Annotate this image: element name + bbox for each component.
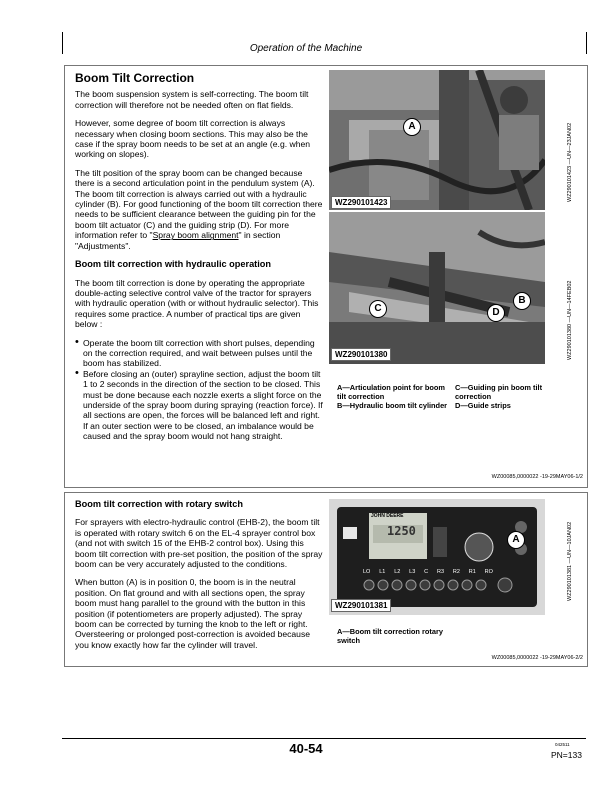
page-header: Operation of the Machine	[249, 43, 363, 54]
section1-title: Boom Tilt Correction	[75, 71, 195, 85]
legend-a: A—Articulation point for boom tilt correction	[337, 383, 445, 401]
legend-c: C—Guiding pin boom tilt correction	[455, 383, 543, 401]
section1-doc-ref: WZ00085,0000022 -19-29MAY06-1/2	[491, 474, 583, 480]
photo-guide-pin-strip	[329, 212, 545, 364]
photo1-caption: WZ290101423	[331, 196, 391, 209]
section2-paragraph-2: When button (A) is in position 0, the boom is in the neutral position. On flat ground and with all sections open, the spray boom must hang parallel to the ground with the button in this position (if potentiometers are properly adjusted). The spray boom can be corrected by turning the knob to the left or right. Oversteering or prolonged post-correction is avoided because you know exactly how far the cylinder will travel.	[75, 577, 311, 650]
callout-d: D	[487, 304, 505, 322]
section2-title: Boom tilt correction with rotary switch	[75, 499, 243, 509]
section1-paragraph-2: However, some degree of boom tilt correction is always necessary when closing boom sections. This may also be the case if the spray boom needs to be set at an angle (e.g. when working on slopes).	[75, 118, 311, 160]
section-rotary-switch	[64, 492, 588, 667]
photo1-reference: WZ290101423 —UN—23JAN02	[567, 122, 573, 202]
photo-control-panel	[329, 499, 545, 615]
photo2-caption: WZ290101380	[331, 348, 391, 361]
footer-small-code: 042511	[555, 742, 570, 747]
callout-a-photo1: A	[403, 118, 421, 136]
tips-list	[75, 338, 323, 442]
section1-paragraph-4: The boom tilt correction is done by operating the appropriate double-acting selective control valve of the tractor for sprayers with hydraulic operation (with or without hydraulic selector). This requires some practice. A number of practical tips are given below :	[75, 277, 319, 330]
panel-section-labels: LO L1 L2 L3 C R3 R2 R1 RO	[363, 569, 493, 575]
footer-pn: PN=133	[551, 750, 582, 760]
photo2-reference: WZ290101380 —UN—14FEB02	[567, 280, 573, 360]
tip-bullet-1: • Operate the boom tilt correction with short pulses, depending on the correction required, and wait between pulses until the boom has stabilized.	[83, 338, 323, 369]
section1-paragraph-3: The tilt position of the spray boom can be changed because there is a second articulation point in the pendulum system (A). The boom tilt correction is always carried out with a hydraulic cylinder (B). For good functioning of the boom tilt correction there needs to be sufficient clearance between the guiding pin for the boom tilt actuator (C) and the guiding strip (D). For more information refer to "Spray boom alignment" in section "Adjustments".	[75, 167, 323, 251]
legend-d: D—Guide strips	[455, 401, 511, 410]
page-number: 40-54	[289, 741, 323, 756]
section-boom-tilt-correction	[64, 65, 588, 488]
callout-c: C	[369, 300, 387, 318]
spray-boom-alignment-link[interactable]: Spray boom alignment	[152, 230, 239, 241]
tip-bullet-2: • Before closing an (outer) sprayline section, adjust the boom tilt 1 to 2 seconds in the direction of the section to be closed. This must be done because each nozzle exerts a slight force on the underside of the spray boom during spraying (reaction force). If all sections are open, the forces will be balanced left and right. If an outer section were to be closed, an imbalance would be caused and the spray boom would not hang straight.	[83, 369, 323, 442]
panel-display-readout: 1250	[387, 524, 416, 538]
photo-articulation-point	[329, 70, 545, 210]
footer-rule	[62, 738, 586, 739]
legend-b: B—Hydraulic boom tilt cylinder	[337, 401, 448, 410]
section2-doc-ref: WZ00085,0000022 -19-29MAY06-2/2	[491, 655, 583, 661]
section2-paragraph-1: For sprayers with electro-hydraulic control (EHB-2), the boom tilt is operated with rotary switch 6 on the EL-4 sprayer control box (and not with switch 15 of the EHB-2 control box). Using this boom tilt correction with pre-set position, the position of the spray boom can be very accurately adjusted to the conditions.	[75, 517, 323, 570]
panel-brand-label: JOHN DEERE	[371, 513, 404, 519]
section1-paragraph-1: The boom suspension system is self-correcting. The boom tilt correction will therefore not be needed often on flat fields.	[75, 89, 309, 110]
section2-text	[75, 499, 325, 658]
photo3-reference: WZ290101381 —UN—10JAN02	[567, 521, 573, 601]
callout-a-rotary: A	[507, 531, 525, 549]
legend-rotary-switch: A—Boom tilt correction rotary switch	[337, 627, 443, 645]
section1-text	[75, 73, 323, 442]
section1-subtitle: Boom tilt correction with hydraulic operation	[75, 259, 272, 270]
callout-b: B	[513, 292, 531, 310]
photo3-caption: WZ290101381	[331, 599, 391, 612]
